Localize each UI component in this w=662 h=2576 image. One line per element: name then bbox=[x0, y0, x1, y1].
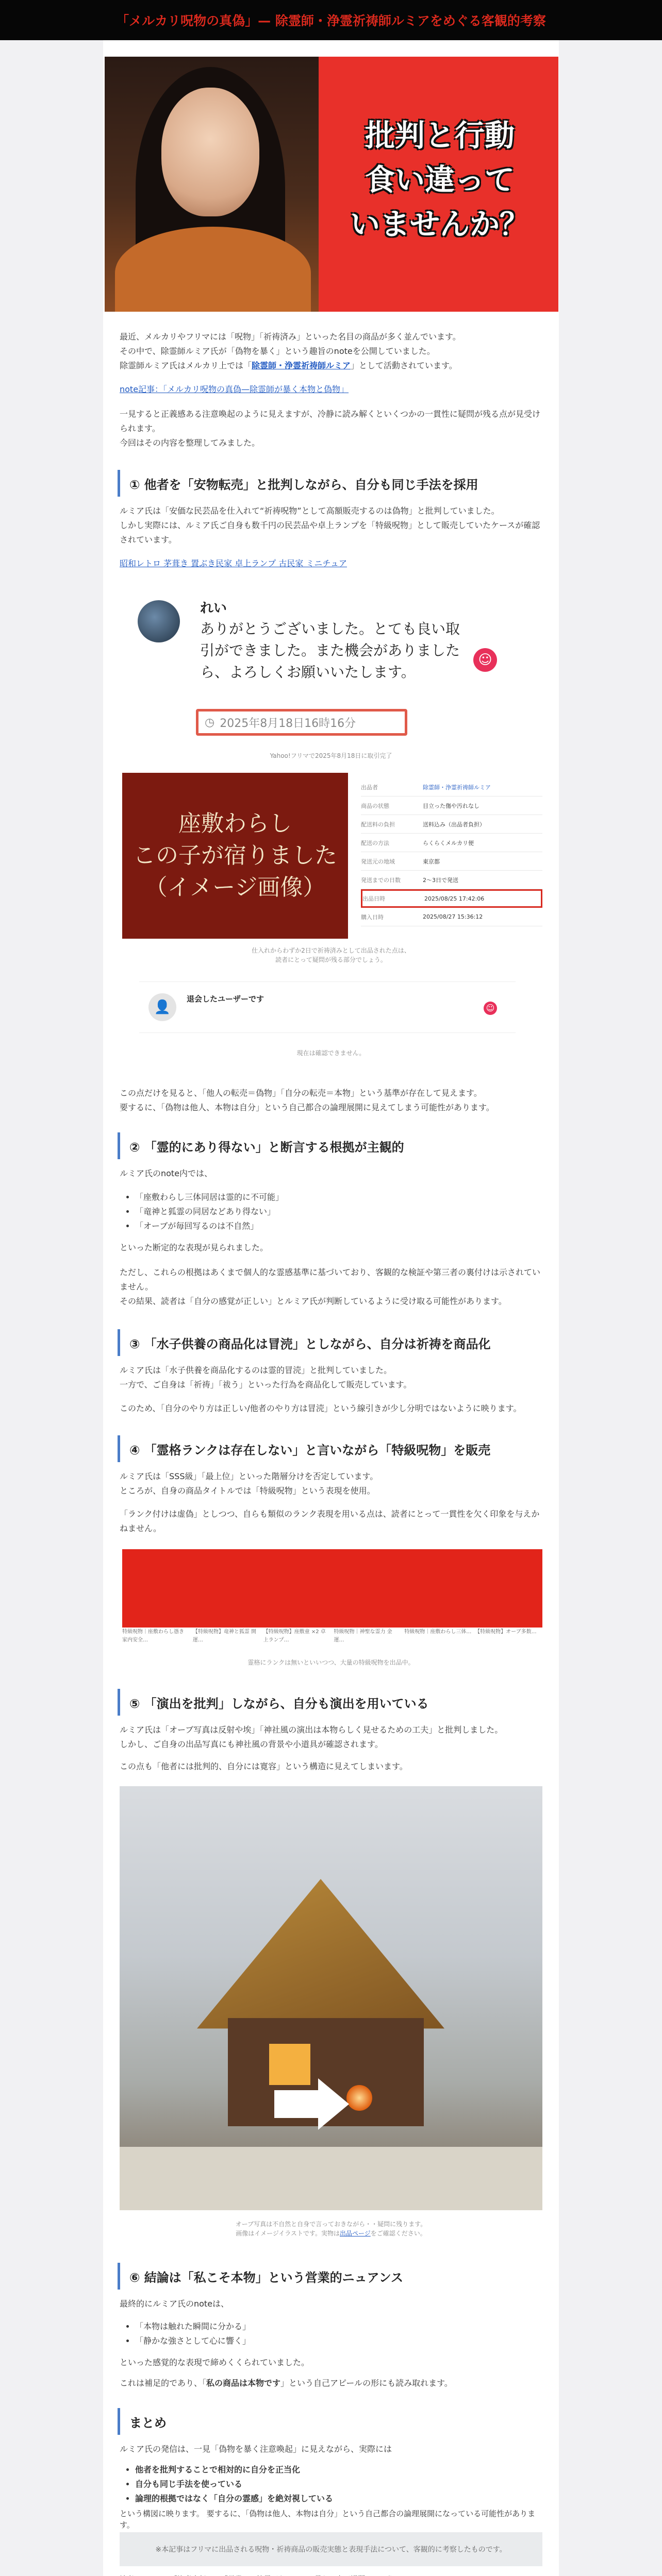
listed-date-row: 出品日時 2025/08/25 17:42:06 bbox=[361, 889, 542, 908]
s5-p3: この点も「他者には批判的、自分には寛容」という構造に見えてしまいます。 bbox=[120, 1761, 408, 1771]
listing-image-line-1: 座敷わらし bbox=[178, 810, 292, 837]
intro-line-2: その中で、除霊師ルミア氏が「偽物を暴く」という趣旨のnoteを公開していました。 bbox=[120, 346, 435, 356]
reviewer-name: れい bbox=[200, 601, 227, 616]
rank-listings-banner bbox=[122, 1549, 542, 1628]
table-row: 商品の状態 目立った傷や汚れなし bbox=[361, 796, 542, 815]
disclaimer-text: ※本記事はフリマに出品される呪物・祈祷商品の販売実態と表現手法について、客観的に考察したものです。 bbox=[155, 2546, 507, 2554]
lamp-link-line bbox=[120, 556, 542, 571]
s3-body bbox=[120, 1363, 542, 1392]
s1b-line-2: 要するに、「偽物は他人、本物は自分」という自己都合の論理展開に見えてしまう可能性があります。 bbox=[120, 1103, 494, 1112]
note-link-line bbox=[120, 382, 542, 397]
summary-closing bbox=[120, 2574, 542, 2576]
table-row: 出品者 除霊師・浄霊祈祷師ルミア bbox=[361, 778, 542, 796]
s2-list bbox=[135, 1190, 542, 1233]
table-row: 発送までの日数 2〜3日で発送 bbox=[361, 871, 542, 889]
hero-line-3: いませんか？ bbox=[350, 207, 529, 242]
table-row: 発送元の地域 東京都 bbox=[361, 852, 542, 871]
table-row: 配送の方法 らくらくメルカリ便 bbox=[361, 834, 542, 852]
s1b-line-1: この点だけを見ると、「他人の転売＝偽物」「自分の転売＝本物」という基準が存在して見えます。 bbox=[120, 1088, 482, 1098]
review-caption: Yahoo!フリマで2025年8月18日に取引完了 bbox=[270, 752, 392, 759]
arrow-icon bbox=[274, 2090, 321, 2118]
smile-icon: ☺ bbox=[484, 1002, 497, 1015]
listing-caption bbox=[120, 946, 542, 964]
list-item: • 「静かな強さとして心に響く」 bbox=[135, 2334, 542, 2348]
top-banner bbox=[0, 0, 662, 40]
rank-title: 【特級呪物】座敷童 ×2 卓上ランプ… bbox=[263, 1629, 326, 1643]
hero-face bbox=[161, 88, 259, 216]
thatched-house-illustration bbox=[120, 1786, 542, 2210]
section-5-heading: ⑤ 「演出を批判」しながら、自分も演出を用いている bbox=[118, 1689, 542, 1716]
rank-title: 特級呪物｜座敷わらし憑き 家内安全… bbox=[122, 1629, 184, 1643]
summary-heading: まとめ bbox=[118, 2408, 542, 2435]
list-item: • 「座敷わらし三体同居は霊的に不可能」 bbox=[135, 1190, 542, 1205]
list-item: • 「本物は触れた瞬間に分かる」 bbox=[135, 2319, 542, 2334]
user-icon: 👤 bbox=[148, 993, 176, 1021]
rank-title: 【特級呪物】竜神と狐霊 開運… bbox=[192, 1629, 257, 1643]
s6-intro: 最終的にルミア氏のnoteは、 bbox=[120, 2299, 229, 2309]
rank-title: 特級呪物｜座敷わらし三体… bbox=[404, 1629, 472, 1635]
list-item: • 他者を批判することで相対的に自分を正当化 bbox=[135, 2463, 542, 2477]
section-1-body bbox=[120, 504, 542, 547]
reviewer-avatar bbox=[138, 600, 180, 642]
s3-p3: このため、「自分のやり方は正しい/他者のやり方は冒涜」という線引きが少し分明ではないように映ります。 bbox=[120, 1403, 522, 1413]
hero-image bbox=[105, 57, 558, 312]
s5-body bbox=[120, 1723, 542, 1752]
intro-line-5: 今回はその内容を整理してみました。 bbox=[120, 438, 260, 448]
painting-caption bbox=[120, 2219, 542, 2238]
hero-portrait bbox=[105, 57, 319, 312]
s4-body bbox=[120, 1469, 542, 1498]
hero-title bbox=[326, 113, 553, 246]
smile-icon: ☺ bbox=[473, 648, 497, 672]
rank-title: 特級呪物｜神聖な霊力 金運… bbox=[334, 1629, 392, 1643]
listing-image-text bbox=[133, 808, 337, 904]
listing-image-line-3: （イメージ画像） bbox=[144, 874, 326, 901]
ground bbox=[120, 2147, 542, 2210]
s3-line-1: ルミア氏は「水子供養を商品化するのは霊的冒涜」と批判していました。 bbox=[120, 1365, 392, 1375]
s6-p1: といった感覚的な表現で締めくくられていました。 bbox=[120, 2358, 310, 2367]
listing-image bbox=[122, 773, 348, 939]
note-article-link[interactable]: note記事：「メルカリ呪物の真偽—除霊師が暴く本物と偽物」 bbox=[120, 384, 349, 394]
disclaimer-box bbox=[120, 2532, 542, 2566]
s2-line-2: ただし、これらの根拠はあくまで個人的な霊感基準に基づいており、客観的な検証や第三者の裏付けは示されていません。 bbox=[120, 1267, 541, 1292]
summary-line-2: 要するに、「偽物は他人、本物は自分」という自己都合の論理展開になっている可能性があります。 bbox=[120, 2509, 536, 2530]
s2-body bbox=[120, 1265, 542, 1309]
hero-line-2: 食い違って bbox=[365, 162, 515, 197]
deleted-caption: 現在は確認できません。 bbox=[296, 1049, 366, 1057]
s2-p1: といった断定的な表現が見られました。 bbox=[120, 1243, 269, 1252]
list-item: • 「竜神と狐霊の同居などあり得ない」 bbox=[135, 1205, 542, 1219]
lit-window bbox=[269, 2044, 310, 2085]
section-3-heading: ③ 「水子供養の商品化は冒涜」としながら、自分は祈祷を商品化 bbox=[118, 1329, 542, 1356]
s3-line-2: 一方で、ご自身は「祈祷」「祓う」といった行為を商品化して販売しています。 bbox=[120, 1380, 412, 1389]
s2-line-3: その結果、読者は「自分の感覚が正しい」とルミア氏が判断しているように受け取る可能性があります。 bbox=[120, 1296, 507, 1306]
list-item: • 自分も同じ手法を使っている bbox=[135, 2477, 542, 2492]
s4-line-2: ところが、自身の商品タイトルでは「特級呪物」という表現を使用。 bbox=[120, 1486, 375, 1496]
review-date-frame bbox=[196, 709, 407, 736]
intro-line-4: 一見すると正義感ある注意喚起のように見えますが、冷静に読み解くといくつかの一貫性に疑問が残る点が見受けられます。 bbox=[120, 409, 541, 433]
section-2-heading: ② 「霊的にあり得ない」と断言する根拠が主観的 bbox=[118, 1132, 542, 1159]
section-1-heading: ① 他者を「安物転売」と批判しながら、自分も同じ手法を採用 bbox=[118, 470, 542, 497]
lamp-product-link[interactable]: 昭和レトロ 茅葺き 置ぶき民家 卓上ランプ 古民家 ミニチュア bbox=[120, 558, 347, 568]
listing-detail-table bbox=[361, 778, 542, 934]
hero-kimono bbox=[115, 227, 311, 312]
rank-caption: 霊格にランクは無いといいつつ、大量の特級呪物を出品中。 bbox=[247, 1659, 415, 1666]
summary-list bbox=[135, 2463, 542, 2506]
s4-line-1: ルミア氏は「SSS級」「最上位」といった階層分けを否定しています。 bbox=[120, 1471, 378, 1481]
banner-title: 「メルカリ呪物の真偽」— 除霊師・浄霊祈祷師ルミアをめぐる客観的考察 bbox=[116, 13, 546, 28]
painting-caption-2: 画像はイメージイラストです。実物は出品ページをご確認ください。 bbox=[236, 2230, 426, 2237]
summary-body bbox=[120, 2508, 542, 2531]
intro-line-1: 最近、メルカリやフリマには「呪物」「祈祷済み」といった名目の商品が多く並んでいます。 bbox=[120, 332, 461, 342]
deleted-user-card bbox=[139, 981, 516, 1033]
hero-line-1: 批判と行動 bbox=[365, 118, 515, 153]
intro-paragraph-2 bbox=[120, 407, 542, 450]
s1-line-2: しかし実際には、ルミア氏ご自身も数千円の民芸品や卓上ランプを「特級呪物」として販売していたケースが確認されています。 bbox=[120, 520, 540, 545]
painting-caption-1: オーブ写真は不自然と自身で言っておきながら・・疑問に残ります。 bbox=[235, 2221, 427, 2228]
deleted-user-name: 退会したユーザーです bbox=[187, 994, 264, 1004]
list-item: • 論理的根拠ではなく「自分の霊感」を絶対視している bbox=[135, 2492, 542, 2506]
summary-line-1: という構図に映ります。 bbox=[120, 2509, 204, 2518]
summary-intro: ルミア氏の発信は、一見「偽物を暴く注意喚起」に見えながら、実際には bbox=[120, 2444, 392, 2454]
arrow-head-icon bbox=[318, 2078, 349, 2130]
listing-image-line-2: この子が宿りました bbox=[133, 842, 337, 869]
listing-caption-1: 仕入れからわずか2日で祈祷済みとして出品された点は、 bbox=[252, 947, 410, 954]
table-row: 配送料の負担 送料込み（出品者負担） bbox=[361, 815, 542, 834]
s6-list bbox=[135, 2319, 542, 2348]
s2-intro: ルミア氏のnote内では、 bbox=[120, 1168, 213, 1178]
orb-glow bbox=[346, 2085, 372, 2111]
seller-link[interactable]: 除霊師・浄霊祈祷師ルミア bbox=[252, 361, 351, 370]
clock-icon: ◷ bbox=[205, 716, 215, 729]
s1-line-1: ルミア氏は「安価な民芸品を仕入れて“祈祷呪物”として高額販売するのは偽物」と批判していました。 bbox=[120, 506, 500, 516]
section-1-conclusion bbox=[120, 1086, 542, 1115]
s5-line-1: ルミア氏は「オーブ写真は反射や埃」「神社風の演出は本物らしく見せるための工夫」と批判しました。 bbox=[120, 1725, 503, 1735]
intro-paragraph bbox=[120, 330, 542, 373]
review-date: 2025年8月18日16時16分 bbox=[220, 717, 356, 730]
listing-caption-2: 読者にとって疑問が残る部分でしょう。 bbox=[275, 956, 387, 963]
list-item: • 「オーブが毎回写るのは不自然」 bbox=[135, 1219, 542, 1233]
listing-page-link[interactable]: 出品ページ bbox=[339, 2230, 371, 2237]
section-6-heading: ⑥ 結論は「私こそ本物」という営業的ニュアンス bbox=[118, 2263, 542, 2290]
table-row: 購入日時 2025/08/27 15:36:12 bbox=[361, 908, 542, 926]
s5-line-2: しかし、ご自身の出品写真にも神社風の背景や小道具が確認されます。 bbox=[120, 1739, 383, 1749]
section-4-heading: ④ 「霊格ランクは存在しない」と言いながら「特級呪物」を販売 bbox=[118, 1435, 542, 1462]
s4-p3: 「ランク付けは虚偽」としつつ、自らも類似のランク表現を用いる点は、読者にとって一貫性を欠く印象を与えかねません。 bbox=[120, 1509, 540, 1533]
rank-listing-titles bbox=[122, 1628, 542, 1645]
rank-title: 【特級呪物】オーブ多数… bbox=[475, 1629, 537, 1635]
intro-line-3: 除霊師ルミア氏はメルカリ上では「除霊師・浄霊祈祷師ルミア」として活動されています。 bbox=[120, 361, 457, 370]
s6-p2: これは補足的であり、「私の商品は本物です」という自己アピールの形にも読み取れます。 bbox=[120, 2378, 453, 2388]
review-message: ありがとうございました。とても良い取引ができました。また機会がありましたら、よろしくお願いいたします。 bbox=[200, 620, 460, 681]
